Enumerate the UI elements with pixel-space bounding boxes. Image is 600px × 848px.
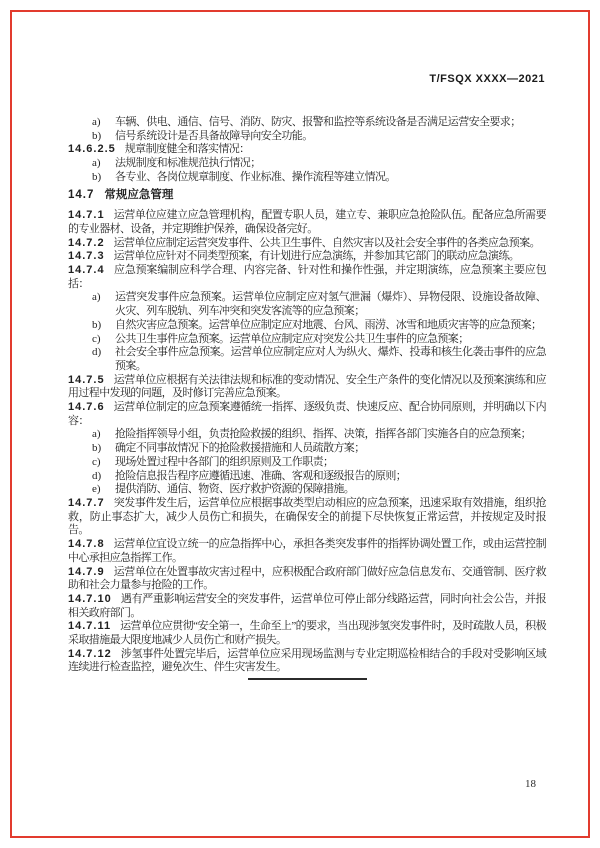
item-label: b)	[92, 442, 102, 455]
paragraph-text: 运营单位应贯彻“安全第一，生命至上”的要求，当出现涉氢突发事件时，及时疏散人员，积极采取措施最大限度地减少人员伤亡和财产损失。	[68, 620, 546, 647]
clause-number: 14.7.1	[68, 209, 105, 222]
clause-number: 14.7.4	[68, 264, 105, 277]
item-label: b)	[92, 170, 102, 183]
item-label: b)	[92, 318, 102, 331]
list-item	[68, 291, 546, 318]
item-label: c)	[92, 332, 101, 345]
clause-paragraph	[68, 497, 546, 538]
paragraph-text: 运营单位应针对不同类型预案，有计划进行应急演练，并参加其它部门的联动应急演练。	[113, 250, 520, 263]
paragraph-text: 运营单位制定的应急预案遵循统一指挥、逐级负责、快速反应、配合协同原则，并明确以下内容：	[68, 401, 546, 427]
paragraph-text: 遇有严重影响运营安全的突发事件，运营单位可停止部分线路运营，同时向社会公告，并报相关政府部门。	[68, 592, 546, 619]
item-label: a)	[92, 291, 101, 304]
paragraph-text: 突发事件发生后，运营单位应根据事故类型启动相应的应急预案，迅速采取有效措施，组织抢救，防止事态扩大，减少人员伤亡和损失，在确保安全的前提下尽快恢复正常运营，并按规定及时报告。	[68, 496, 546, 537]
clause-number: 14.7.10	[68, 592, 112, 605]
list-item	[68, 171, 546, 185]
clause-number: 14.7.9	[68, 565, 105, 578]
paragraph-text: 确定不同事故情况下的抢险救援措施和人员疏散方案；	[115, 442, 365, 455]
list-item	[68, 483, 546, 497]
page-number: 18	[525, 778, 536, 790]
paragraph-text: 运营单位宜设立统一的应急指挥中心，承担各类突发事件的指挥协调处置工作，或由运营控制中心承担应急指挥工作。	[68, 538, 546, 564]
list-item	[68, 157, 546, 171]
list-item	[68, 333, 546, 347]
clause-number: 14.7	[68, 188, 95, 201]
item-label: e)	[92, 483, 101, 496]
item-label: b)	[92, 129, 102, 142]
clause-number: 14.7.2	[68, 236, 105, 249]
clause-paragraph	[68, 264, 546, 291]
clause-paragraph	[68, 143, 546, 157]
item-label: d)	[92, 346, 102, 359]
clause-paragraph	[68, 401, 546, 428]
paragraph-text: 车辆、供电、通信、信号、消防、防灾、报警和监控等系统设备是否满足运营安全要求；	[115, 116, 521, 128]
clause-paragraph	[68, 566, 546, 593]
clause-paragraph	[68, 237, 546, 251]
paragraph-text: 运营单位应根据有关法律法规和标准的变动情况、安全生产条件的变化情况以及预案演练和应用过程中发现的问题，及时修订完善应急预案。	[68, 373, 546, 400]
heading-text: 常规应急管理	[104, 188, 174, 201]
item-label: a)	[92, 428, 101, 441]
paragraph-text: 各专业、各岗位规章制度、作业标准、操作流程等建立情况。	[115, 170, 396, 183]
item-label: c)	[92, 455, 101, 468]
paragraph-text: 提供消防、通信、物资、医疗救护资源的保障措施。	[115, 483, 355, 496]
list-item	[68, 130, 546, 144]
clause-paragraph	[68, 538, 546, 565]
paragraph-text: 信号系统设计是否具备故障导向安全功能。	[115, 129, 313, 142]
paragraph-text: 运营单位应建立应急管理机构，配置专职人员，建立专、兼职应急抢险队伍。配备应急所需要的专业器材、设备，并定期维护保养，确保设备完好。	[68, 209, 546, 235]
clause-number: 14.7.3	[68, 250, 105, 263]
paragraph-text: 涉氢事件处置完毕后，运营单位应采用现场监测与专业定期巡检相结合的手段对受影响区域连续进行检查监控，避免次生、伴生灾害发生。	[68, 647, 546, 674]
end-of-text-rule	[248, 678, 367, 680]
document-body	[68, 116, 546, 675]
paragraph-text: 抢险指挥领导小组，负责抢险救援的组织、指挥、决策，指挥各部门实施各自的应急预案；	[115, 428, 531, 441]
clause-paragraph	[68, 250, 546, 264]
clause-number: 14.7.7	[68, 496, 105, 509]
clause-number: 14.7.11	[68, 620, 112, 633]
list-item	[68, 442, 546, 456]
list-item	[68, 470, 546, 484]
clause-paragraph	[68, 209, 546, 236]
section-heading	[68, 189, 546, 203]
clause-paragraph	[68, 620, 546, 647]
clause-number: 14.7.6	[68, 401, 105, 414]
list-item	[68, 346, 546, 373]
clause-paragraph	[68, 593, 546, 620]
paragraph-text: 规章制度健全和落实情况：	[124, 143, 250, 156]
item-label: a)	[92, 157, 101, 170]
paragraph-text: 法规制度和标准规范执行情况；	[115, 157, 261, 170]
clause-number: 14.7.5	[68, 373, 105, 386]
clause-number: 14.6.2.5	[68, 143, 116, 156]
list-item	[68, 319, 546, 333]
paragraph-text: 运营单位在处置事故灾害过程中，应积极配合政府部门做好应急信息发布、交通管制、医疗救助和社会力量参与抢险的工作。	[68, 565, 546, 592]
paragraph-text: 运营突发事件应急预案。运营单位应制定应对氢气泄漏（爆炸）、异物侵限、设施设备故障、火灾、列车脱轨、列车冲突和突发客流等的应急预案；	[115, 291, 546, 318]
paragraph-text: 应急预案编制应科学合理、内容完备、针对性和操作性强，并定期演练，应急预案主要应包括：	[68, 264, 546, 290]
standard-reference-header: T/FSQX XXXX—2021	[429, 73, 545, 85]
list-item	[68, 456, 546, 470]
clause-number: 14.7.12	[68, 647, 112, 660]
item-label: d)	[92, 469, 102, 482]
paragraph-text: 自然灾害应急预案。运营单位应制定应对地震、台风、雨涝、冰雪和地质灾害等的应急预案；	[115, 318, 542, 331]
paragraph-text: 社会安全事件应急预案。运营单位应制定应对人为纵火、爆炸、投毒和核生化袭击事件的应急预案。	[115, 346, 546, 372]
paragraph-text: 运营单位应制定运营突发事件、公共卫生事件、自然灾害以及社会安全事件的各类应急预案。	[113, 236, 540, 249]
clause-paragraph	[68, 374, 546, 401]
clause-paragraph	[68, 648, 546, 675]
item-label: a)	[92, 116, 101, 128]
list-item	[68, 428, 546, 442]
paragraph-text: 公共卫生事件应急预案。运营单位应制定应对突发公共卫生事件的应急预案；	[115, 332, 469, 345]
clause-number: 14.7.8	[68, 538, 105, 551]
paragraph-text: 抢险信息报告程序应遵循迅速、准确、客观和逐级报告的原则；	[115, 469, 407, 482]
list-item	[68, 116, 546, 130]
paragraph-text: 现场处置过程中各部门的组织原则及工作职责；	[115, 455, 334, 468]
